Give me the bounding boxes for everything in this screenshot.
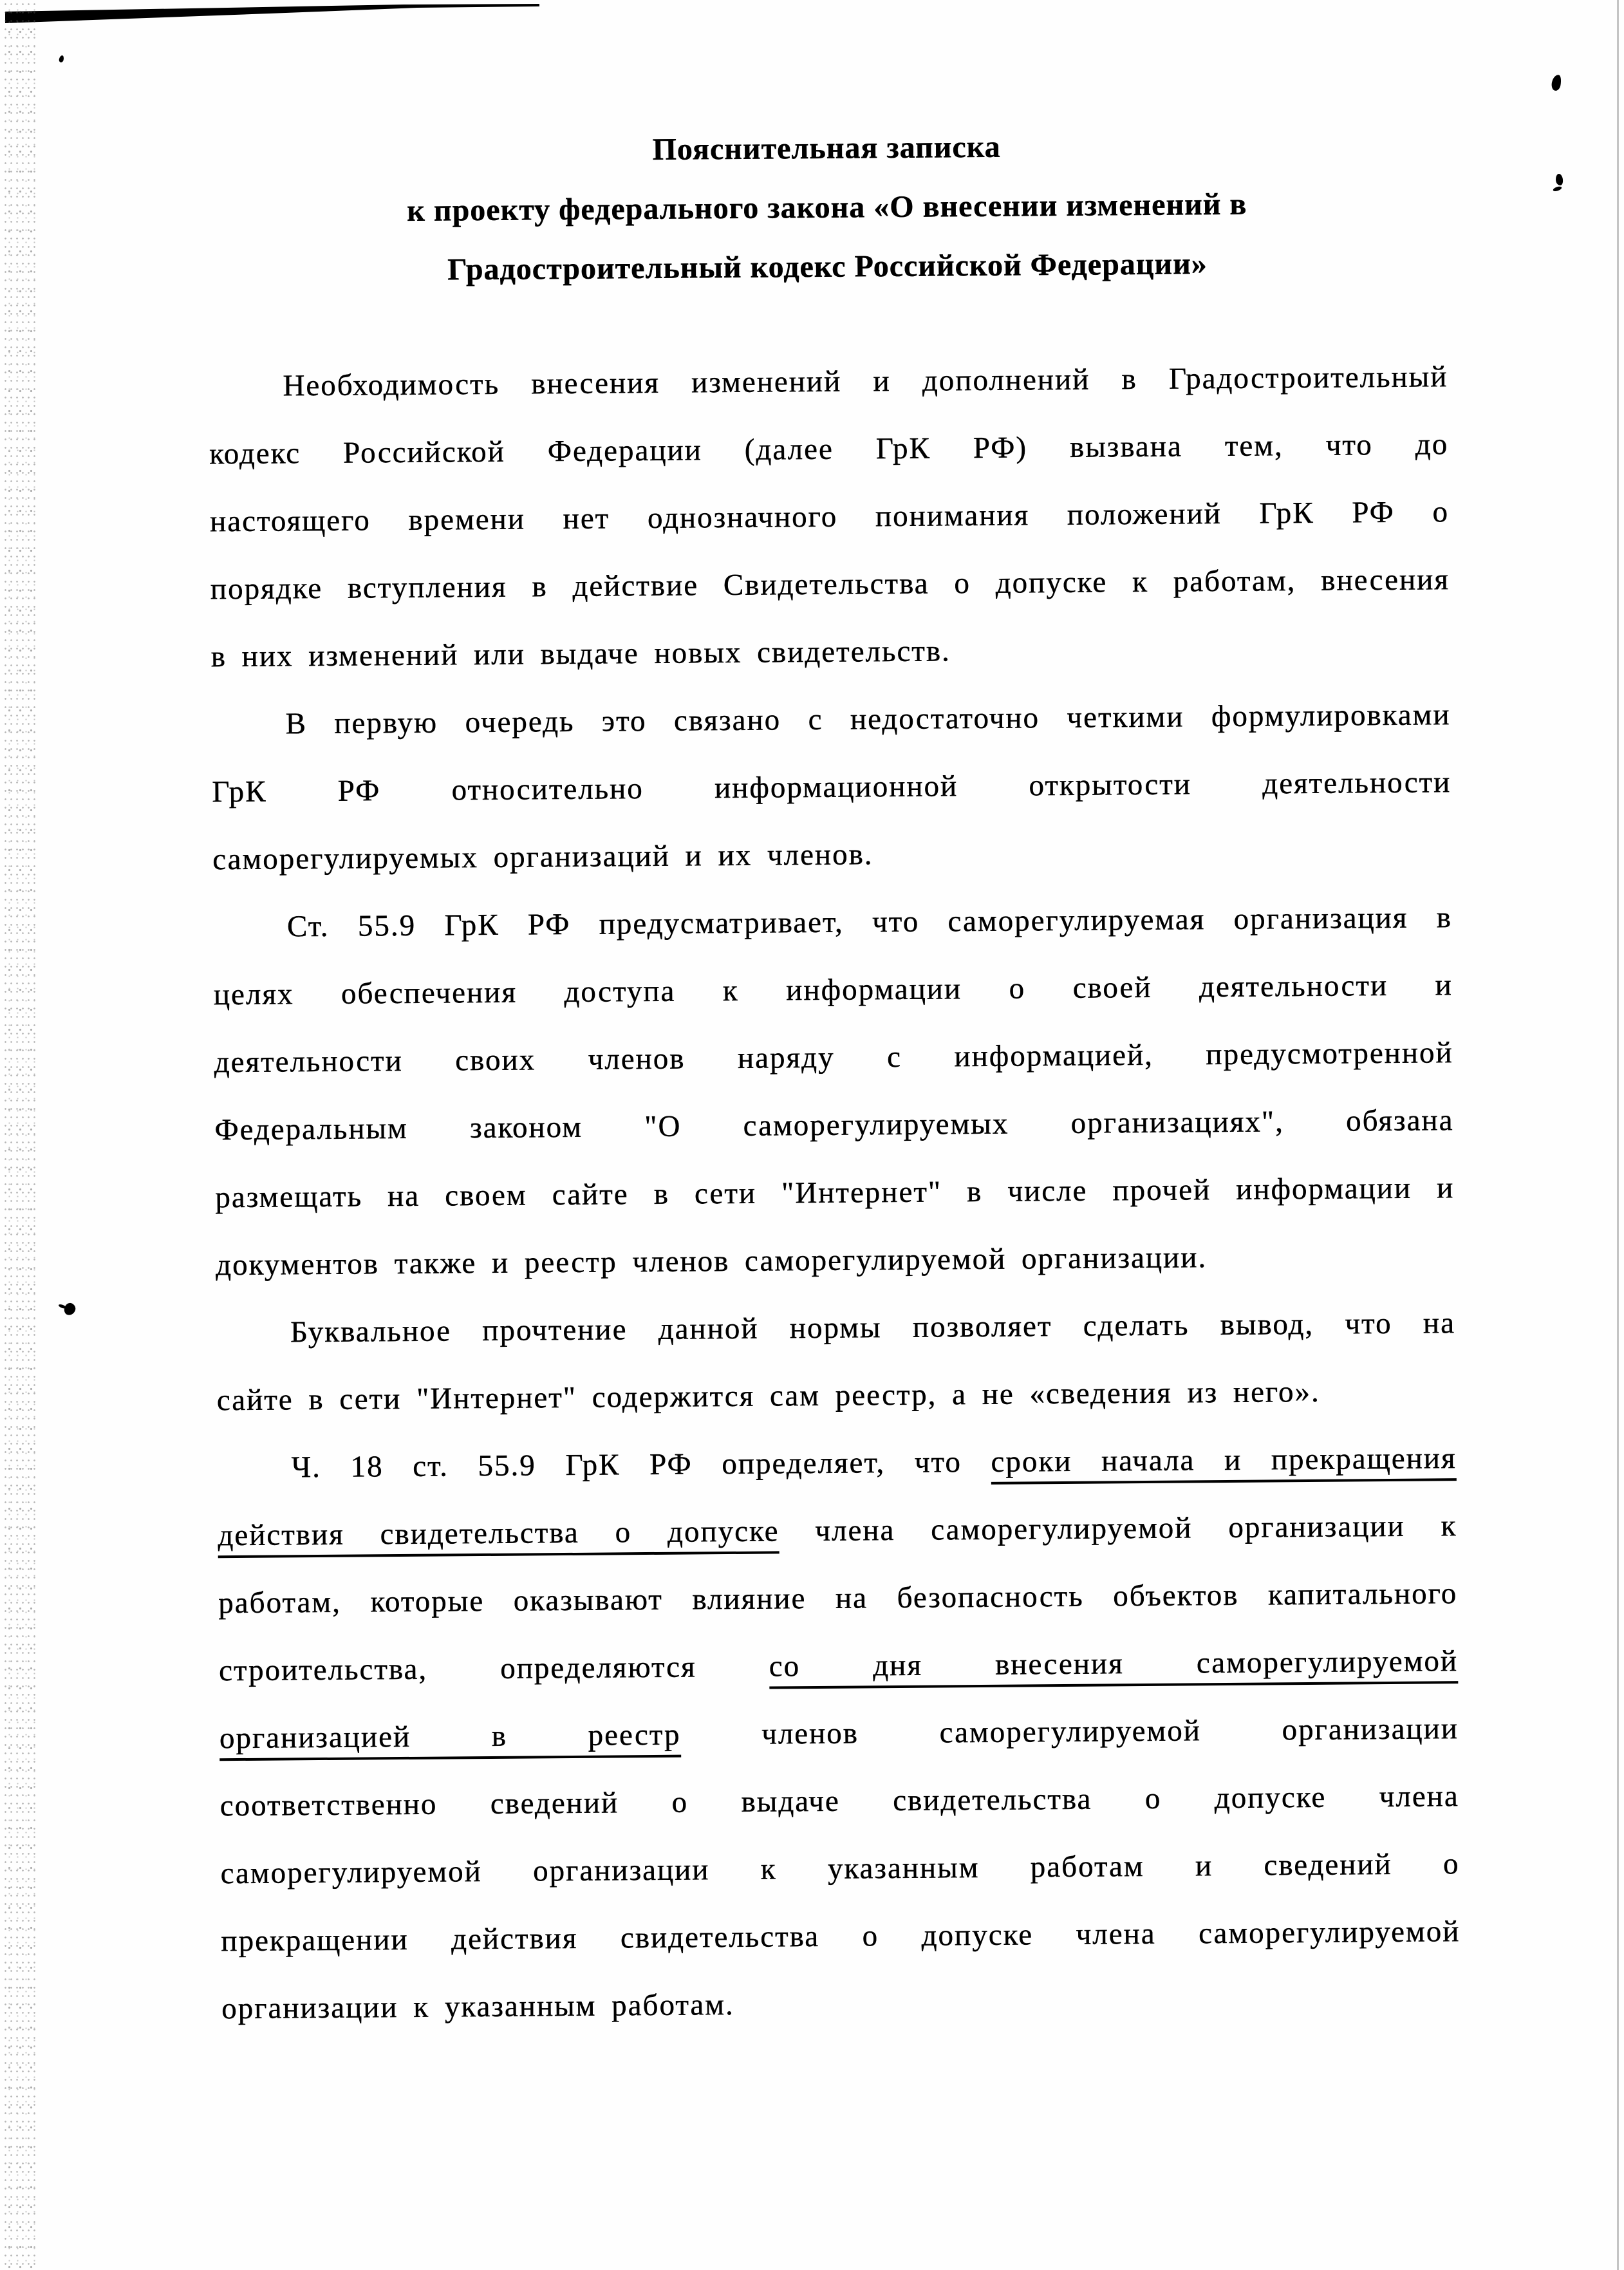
text-run: организации к указанным работам. bbox=[221, 1987, 735, 2026]
text-run: Необходимость внесения изменений и дополнений в Градостроительный bbox=[283, 360, 1448, 403]
text-line bbox=[217, 1425, 1457, 1502]
paragraph bbox=[213, 884, 1455, 1299]
text-line bbox=[216, 1290, 1456, 1367]
text-run: Ч. 18 ст. 55.9 ГрК РФ определяет, что bbox=[291, 1445, 991, 1485]
text-line bbox=[214, 1087, 1454, 1164]
text-line bbox=[212, 816, 1452, 894]
text-run: кодекс Российской Федерации (далее ГрК РФ) вызвана тем, что до bbox=[209, 427, 1449, 471]
title-line: Пояснительная записка bbox=[652, 129, 1001, 167]
paragraph bbox=[209, 343, 1450, 691]
underlined-text: со дня внесения саморегулируемой bbox=[769, 1644, 1459, 1689]
text-run: члена саморегулируемой организации к bbox=[779, 1509, 1457, 1548]
text-line bbox=[218, 1560, 1458, 1637]
text-line bbox=[220, 1830, 1460, 1908]
text-line bbox=[221, 1898, 1461, 1975]
text-run: работам, которые оказывают влияние на безопасность объектов капитального bbox=[218, 1577, 1458, 1620]
underlined-text: организацией в реестр bbox=[219, 1718, 681, 1761]
text-run: Буквальное прочтение данной нормы позволяет сделать вывод, что на bbox=[290, 1306, 1456, 1349]
text-run: документов также и реестр членов саморегулируемой организации. bbox=[215, 1241, 1208, 1282]
text-line bbox=[216, 1357, 1456, 1434]
text-run: деятельности своих членов наряду с информацией, предусмотренной bbox=[214, 1036, 1453, 1080]
text-run: в них изменений или выдаче новых свидетельств. bbox=[210, 634, 951, 674]
text-line bbox=[209, 343, 1448, 420]
text-run: Федеральным законом "О саморегулируемых организациях", обязана bbox=[214, 1103, 1454, 1147]
text-run: прекращении действия свидетельства о допуске члена саморегулируемой bbox=[221, 1915, 1461, 1958]
text-run: саморегулируемой организации к указанным работам и сведений о bbox=[220, 1847, 1460, 1891]
text-run: ГрК РФ относительно информационной открытости деятельности bbox=[212, 765, 1451, 809]
document-title bbox=[207, 114, 1447, 301]
text-line bbox=[210, 614, 1450, 691]
text-run: строительства, определяются bbox=[218, 1649, 769, 1688]
text-line bbox=[213, 884, 1453, 961]
paragraph bbox=[211, 681, 1451, 894]
title-line: к проекту федерального закона «О внесении изменений в bbox=[407, 187, 1247, 228]
text-line bbox=[214, 1019, 1453, 1096]
text-line bbox=[210, 546, 1450, 623]
text-run: Ст. 55.9 ГрК РФ предусматривает, что саморегулируемая организация в bbox=[286, 901, 1453, 944]
text-line bbox=[216, 1222, 1455, 1299]
underlined-text: действия свидетельства о допуске bbox=[218, 1514, 779, 1558]
title-line: Градостроительный кодекс Российской Федерации» bbox=[447, 247, 1208, 287]
text-run: сайте в сети "Интернет" содержится сам реестр, а не «сведения из него». bbox=[216, 1374, 1321, 1418]
text-run: целях обеспечения доступа к информации о своей деятельности и bbox=[213, 968, 1453, 1012]
text-line bbox=[219, 1627, 1459, 1705]
text-line bbox=[219, 1763, 1459, 1840]
text-run: В первую очередь это связано с недостаточно четкими формулировками bbox=[285, 698, 1451, 741]
text-run: членов саморегулируемой организации bbox=[680, 1712, 1459, 1752]
underlined-text: сроки начала и прекращения bbox=[991, 1441, 1457, 1485]
text-line bbox=[211, 681, 1451, 758]
text-line bbox=[212, 749, 1451, 826]
text-run: настоящего времени нет однозначного понимания положений ГрК РФ о bbox=[209, 495, 1450, 539]
text-run: саморегулируемых организаций и их членов. bbox=[212, 838, 873, 877]
text-line bbox=[210, 478, 1450, 556]
text-run: размещать на своем сайте в сети "Интернет" в числе прочей информации и bbox=[215, 1171, 1455, 1215]
text-run: соответственно сведений о выдаче свидетельства о допуске члена bbox=[219, 1779, 1459, 1823]
text-line bbox=[221, 1965, 1461, 2043]
paragraph bbox=[216, 1290, 1457, 1434]
text-line bbox=[209, 411, 1449, 488]
text-line bbox=[215, 1154, 1455, 1232]
text-run: порядке вступления в действие Свидетельства о допуске к работам, внесения bbox=[210, 563, 1450, 606]
text-block bbox=[207, 114, 1461, 2043]
paragraph bbox=[217, 1425, 1461, 2043]
text-line bbox=[218, 1492, 1457, 1570]
text-line bbox=[213, 952, 1453, 1029]
text-line bbox=[219, 1695, 1459, 1772]
document-body bbox=[209, 343, 1461, 2043]
